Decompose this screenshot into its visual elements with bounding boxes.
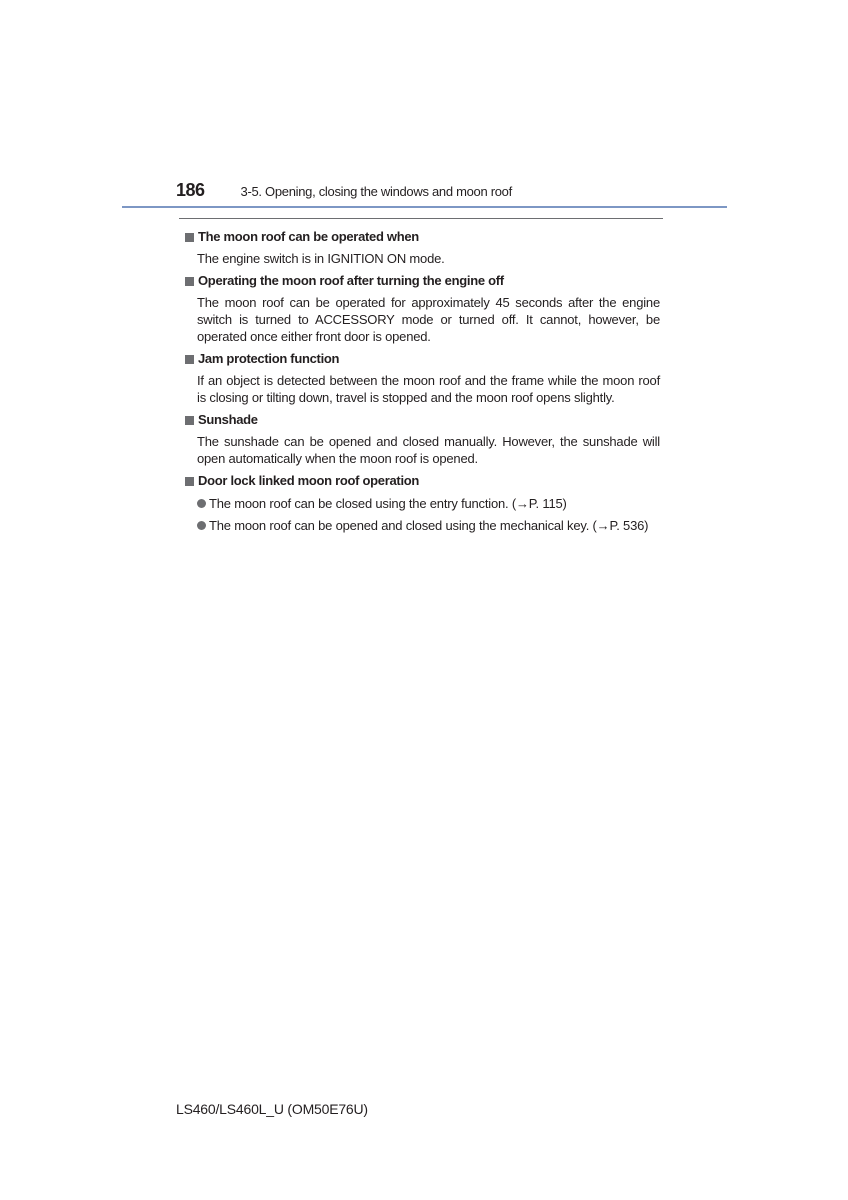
list-item	[197, 495, 660, 512]
square-bullet-icon	[185, 355, 194, 364]
page-header	[176, 180, 512, 206]
heading-text: Operating the moon roof after turning the engine off	[198, 273, 504, 288]
section-heading	[185, 272, 660, 290]
list-item	[197, 517, 660, 534]
content-rule	[179, 218, 663, 219]
header-rule	[122, 206, 727, 208]
content-body	[185, 228, 660, 534]
round-bullet-icon	[197, 499, 206, 508]
heading-text: The moon roof can be operated when	[198, 229, 419, 244]
section-heading	[185, 411, 660, 429]
heading-text: Sunshade	[198, 412, 258, 427]
section-paragraph: The engine switch is in IGNITION ON mode.	[197, 251, 445, 266]
section-heading	[185, 350, 660, 368]
section-heading	[185, 472, 660, 490]
section-paragraph: The moon roof can be operated for approximately 45 seconds after the engine switch is turned to ACCESSORY mode or turned off. It cannot, however, be operated once either front door is opened.	[197, 295, 660, 344]
section-paragraph: The sunshade can be opened and closed manually. However, the sunshade will open automatically when the moon roof is opened.	[197, 434, 660, 466]
heading-text: Jam protection function	[198, 351, 340, 366]
page-footer: LS460/LS460L_U (OM50E76U)	[176, 1101, 368, 1117]
square-bullet-icon	[185, 416, 194, 425]
round-bullet-icon	[197, 521, 206, 530]
square-bullet-icon	[185, 477, 194, 486]
section-heading	[185, 228, 660, 246]
square-bullet-icon	[185, 277, 194, 286]
heading-text: Door lock linked moon roof operation	[198, 473, 420, 488]
section-title: 3-5. Opening, closing the windows and moon roof	[240, 184, 512, 199]
list-item-text: The moon roof can be opened and closed using the mechanical key. (→P. 536)	[209, 518, 649, 533]
page-number: 186	[176, 180, 205, 200]
list-item-text: The moon roof can be closed using the entry function. (→P. 115)	[209, 496, 567, 511]
section-paragraph: If an object is detected between the moon roof and the frame while the moon roof is closing or tilting down, travel is stopped and the moon roof opens slightly.	[197, 373, 660, 405]
square-bullet-icon	[185, 233, 194, 242]
